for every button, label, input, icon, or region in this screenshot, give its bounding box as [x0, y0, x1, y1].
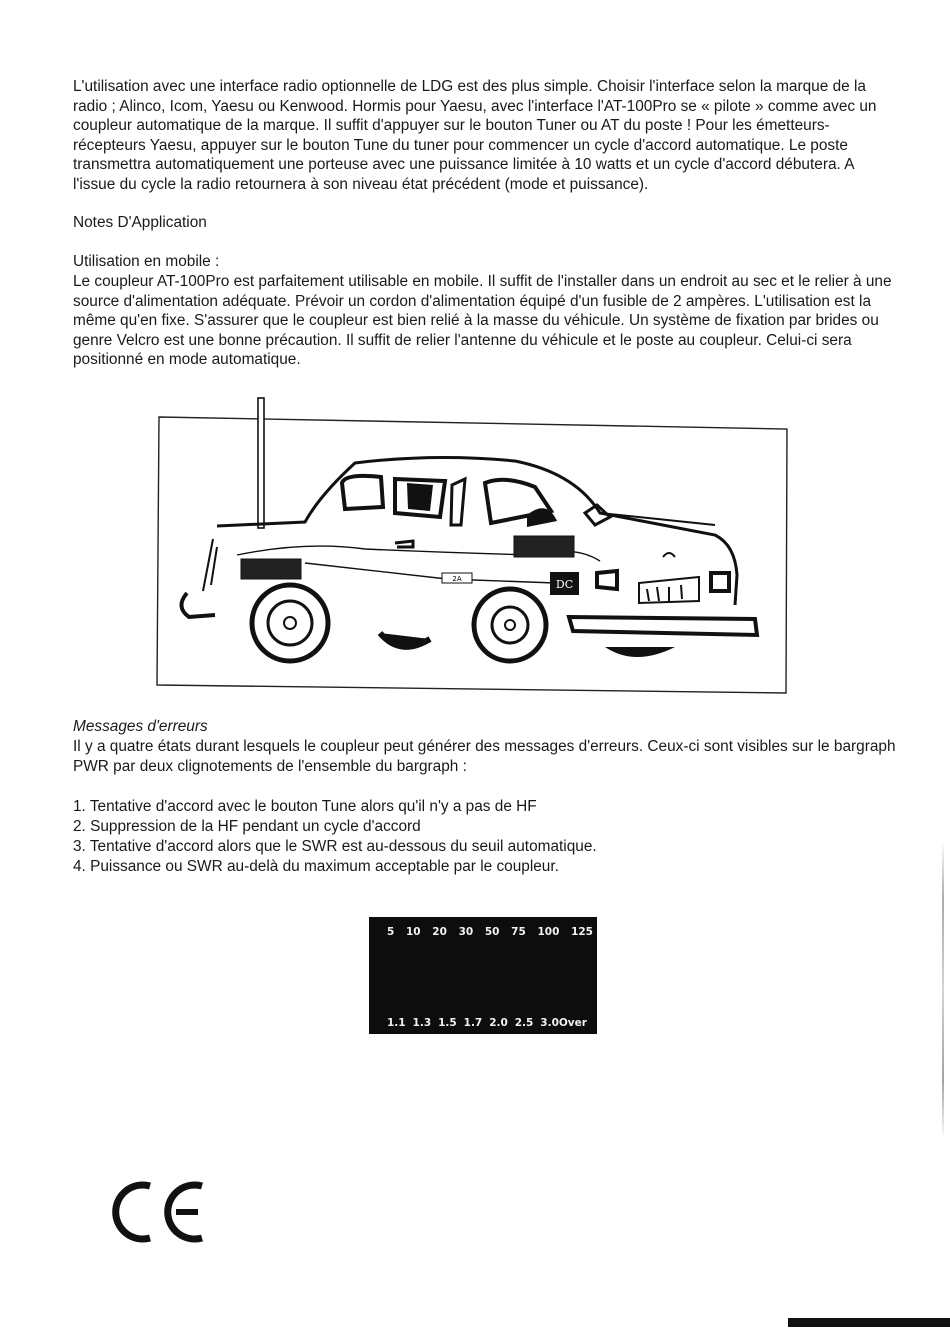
errors-paragraph: Il y a quatre états durant lesquels le coupleur peut générer des messages d'erreurs. Ceux-ci sont visibles sur le bargraph PWR par deux clignotements de l'ensemble du bargraph :	[73, 738, 896, 775]
pwr-tick: 30	[458, 926, 474, 938]
error-item: 2. Suppression de la HF pendant un cycle d'accord	[73, 818, 421, 835]
section-heading-notes: Notes D'Application	[73, 214, 207, 231]
ce-mark-logo	[110, 1180, 210, 1244]
swr-tick: 2.5	[514, 1017, 534, 1029]
mobile-heading: Utilisation en mobile :	[73, 253, 220, 270]
pwr-tick: 10	[405, 926, 421, 938]
error-item: 4. Puissance ou SWR au-delà du maximum acceptable par le coupleur.	[73, 858, 559, 875]
error-item: 1. Tentative d'accord avec le bouton Tune alors qu'il n'y a pas de HF	[73, 798, 537, 815]
dc-label: DC	[555, 578, 574, 591]
errors-heading: Messages d'erreurs	[73, 718, 208, 735]
pwr-tick: 50	[484, 926, 500, 938]
swr-tick: 3.0Over	[540, 1017, 587, 1029]
pwr-tick: 5	[387, 926, 395, 938]
swr-tick: 1.7	[463, 1017, 483, 1029]
scan-artifact-line	[942, 840, 944, 1140]
pwr-tick: 20	[432, 926, 447, 938]
scan-artifact-bar	[788, 1318, 950, 1327]
fuse-label: 2A	[452, 575, 462, 583]
swr-tick: 1.1	[387, 1017, 406, 1029]
bargraph-panel	[369, 917, 597, 1034]
car-installation-illustration	[155, 395, 795, 695]
error-item: 3. Tentative d'accord alors que le SWR est au-dessous du seuil automatique.	[73, 838, 597, 855]
error-list	[73, 797, 597, 877]
mobile-paragraph: Le coupleur AT-100Pro est parfaitement utilisable en mobile. Il suffit de l'installer dans un endroit au sec et le relier à une source d'alimentation adéquate. Prévoir un cordon d'alimentation équipé d'un fusible de 2 ampères. L'utilisation est la même qu'en fixe. S'assurer que le coupleur est bien relié à la masse du véhicule. Un système de fixation par brides ou genre Velcro est une bonne précaution. Il suffit de relier l'antenne du véhicule et le poste au coupleur. Celui-ci sera positionné en mode automatique.	[73, 273, 892, 368]
swr-tick: 1.3	[412, 1017, 432, 1029]
pwr-scale	[387, 926, 593, 938]
pwr-tick: 125	[571, 926, 593, 938]
pwr-tick: 75	[511, 926, 526, 938]
swr-tick: 1.5	[438, 1017, 457, 1029]
pwr-tick: 100	[537, 926, 560, 938]
swr-scale	[387, 1017, 587, 1029]
intro-paragraph: L'utilisation avec une interface radio optionnelle de LDG est des plus simple. Choisir l'interface selon la marque de la radio ; Alinco, Icom, Yaesu ou Kenwood. Hormis pour Yaesu, avec l'interface l'AT-100Pro se « pilote » comme avec un coupleur automatique de la marque. Il suffit d'appuyer sur le bouton Tuner ou AT du poste ! Pour les émetteurs-récepteurs Yaesu, appuyer sur le bouton Tune du tuner pour commencer un cycle d'accord automatique. Le poste transmettra automatiquement une porteuse avec une puissance limitée à 10 watts et un cycle d'accord débutera. A l'issue du cycle la radio retournera à son niveau état précédent (mode et puissance).	[73, 78, 877, 193]
swr-tick: 2.0	[489, 1017, 508, 1029]
